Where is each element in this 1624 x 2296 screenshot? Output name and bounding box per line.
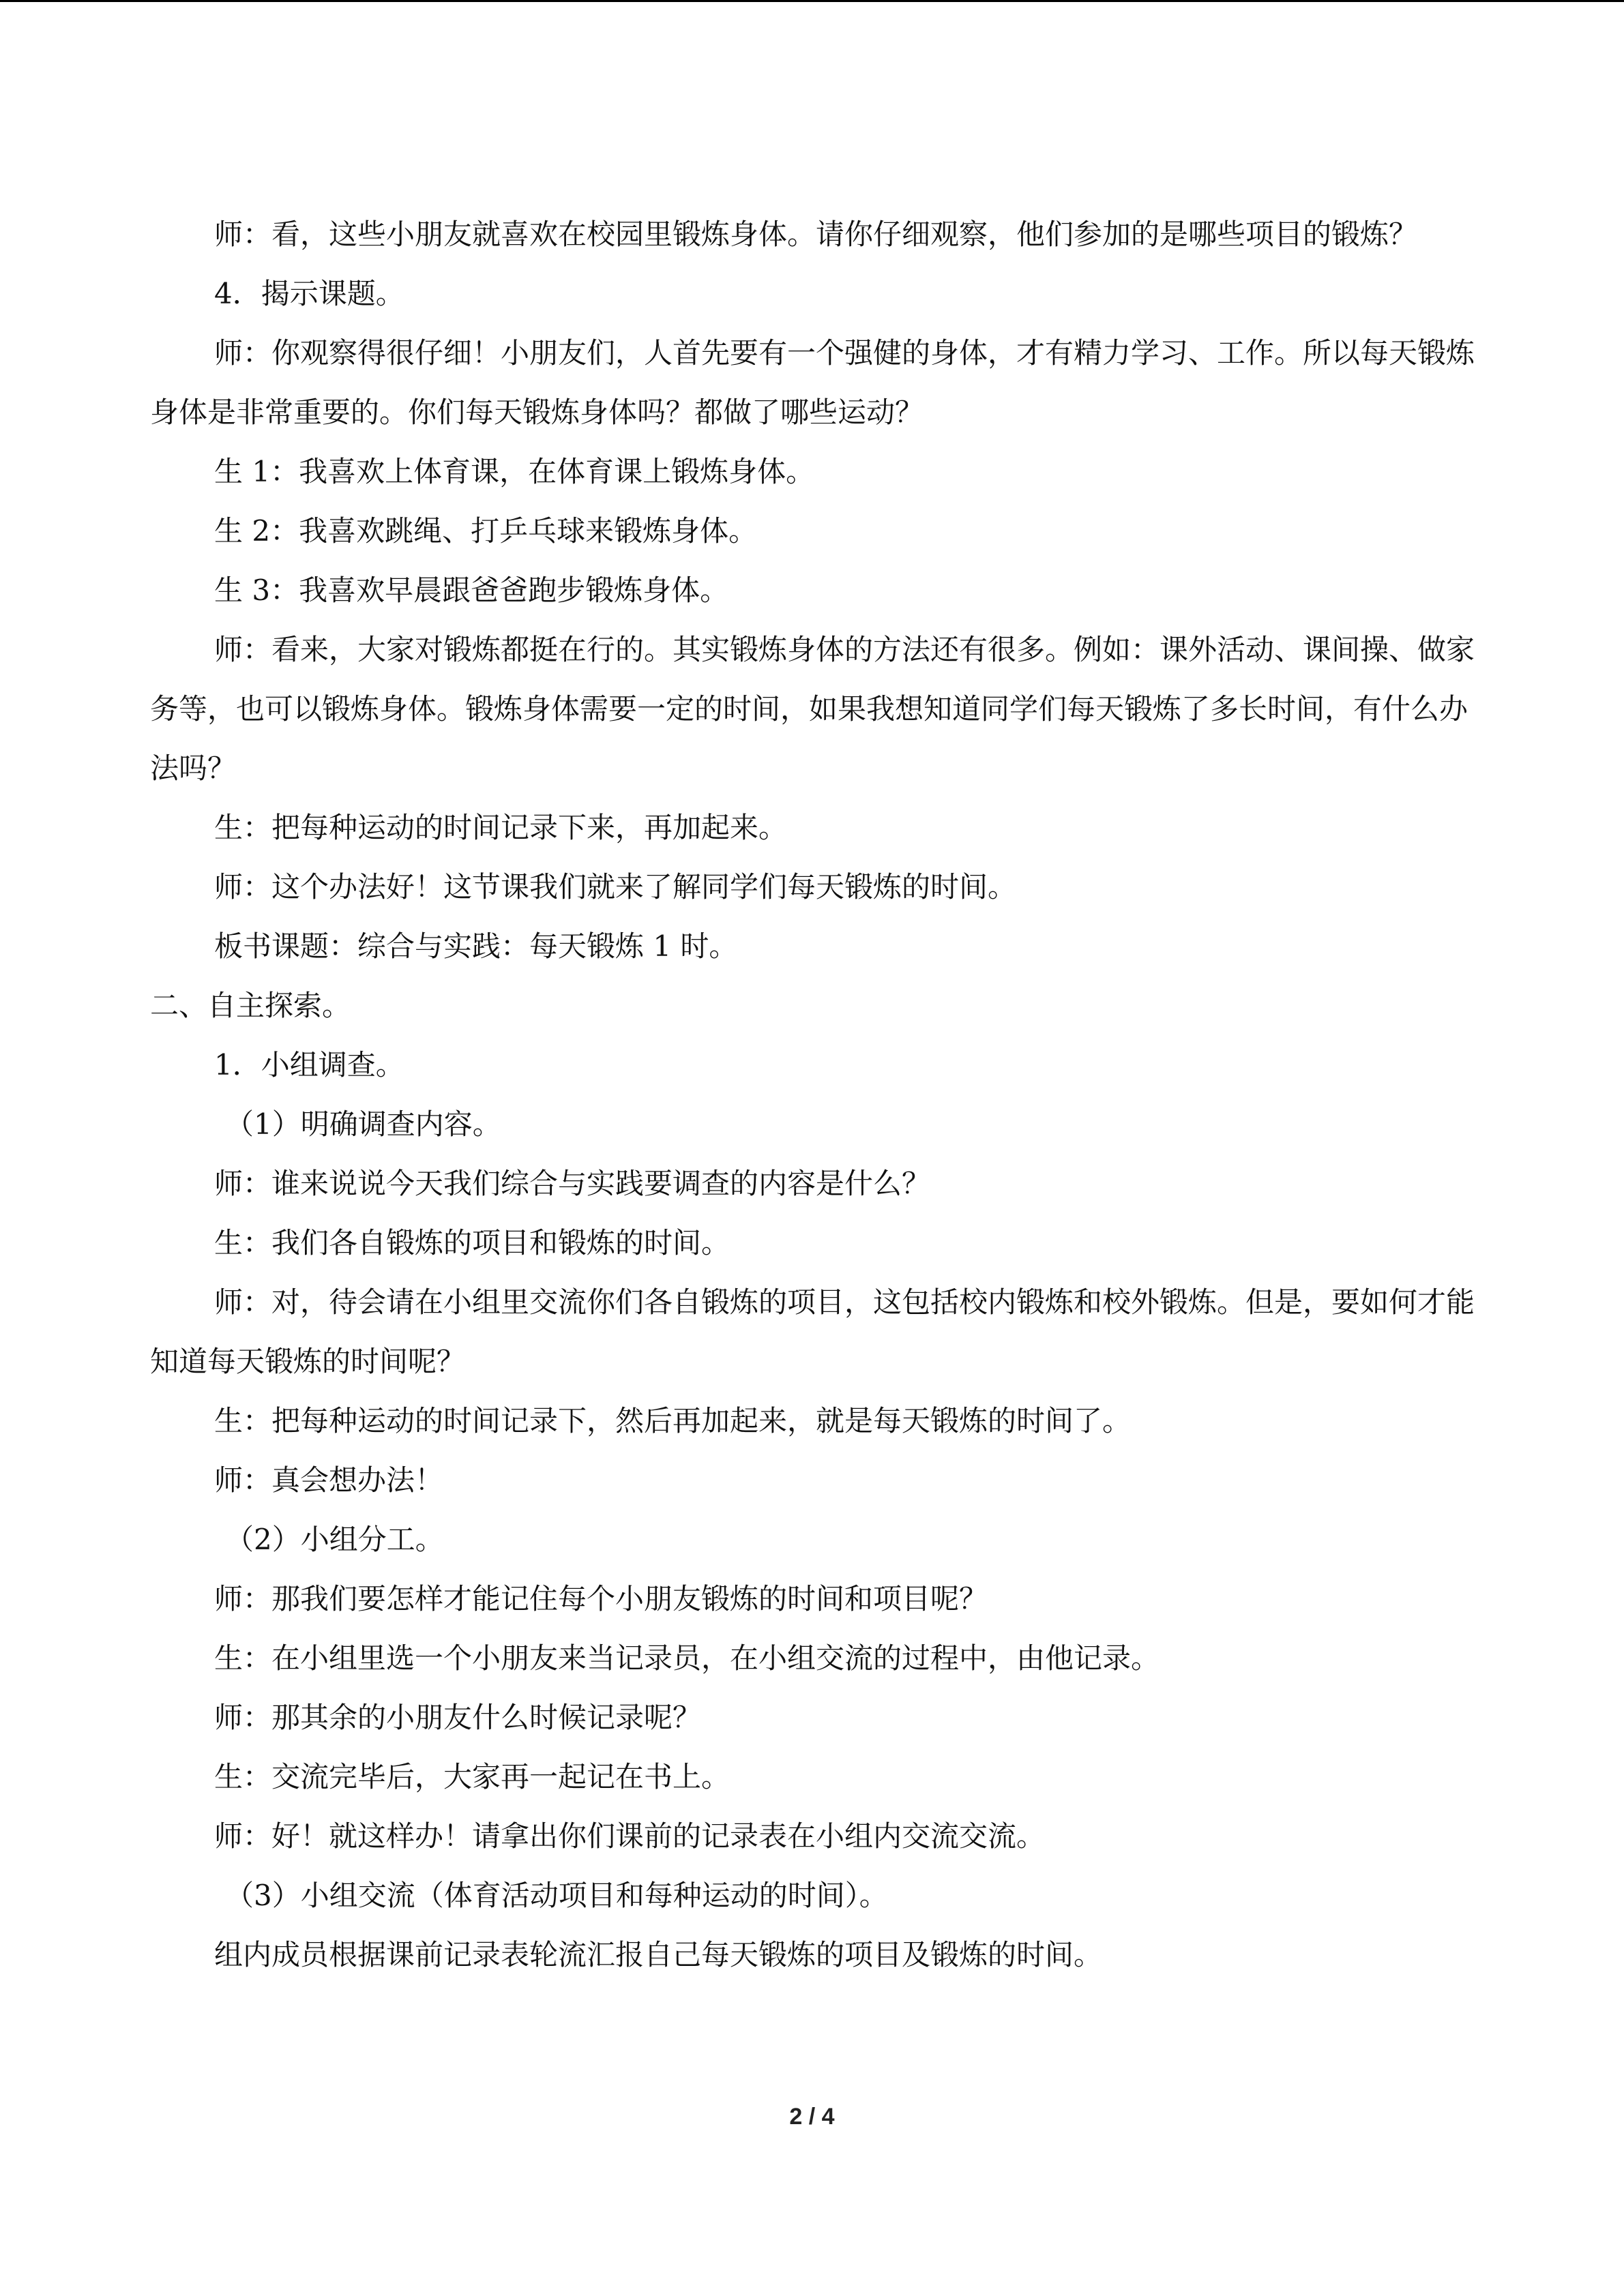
paragraph: 4．揭示课题。 [214,277,404,310]
paragraph: 师：这个办法好！这节课我们就来了解同学们每天锻炼的时间。 [214,870,1017,904]
top-border-line [0,0,1624,2]
paragraph: 师：真会想办法！ [214,1463,444,1497]
document-body [150,205,1487,1984]
paragraph: 组内成员根据课前记录表轮流汇报自己每天锻炼的项目及锻炼的时间。 [214,1938,1103,1971]
paragraph: 师：好！就这样办！请拿出你们课前的记录表在小组内交流交流。 [214,1819,1046,1853]
paragraph: 生：把每种运动的时间记录下，然后再加起来，就是每天锻炼的时间了。 [214,1404,1132,1437]
paragraph: 师：对，待会请在小组里交流你们各自锻炼的项目，这包括校内锻炼和校外锻炼。但是，要如何才能知道每天锻炼的时间呢？ [150,1285,1475,1378]
paragraph: 生：交流完毕后，大家再一起记在书上。 [214,1760,730,1793]
paragraph: 师：看，这些小朋友就喜欢在校园里锻炼身体。请你仔细观察，他们参加的是哪些项目的锻炼？ [214,218,1418,251]
subsection-heading: （2）小组分工。 [225,1523,444,1556]
paragraph: 师：那其余的小朋友什么时候记录呢？ [214,1701,702,1734]
paragraph: 师：你观察得很仔细！小朋友们，人首先要有一个强健的身体，才有精力学习、工作。所以每天锻炼身体是非常重要的。你们每天锻炼身体吗？都做了哪些运动？ [150,336,1475,429]
page-number: 2 / 4 [789,2104,835,2130]
subsection-heading: （3）小组交流（体育活动项目和每种运动的时间）。 [225,1879,888,1912]
paragraph: 师：看来，大家对锻炼都挺在行的。其实锻炼身体的方法还有很多。例如：课外活动、课间操、做家务等，也可以锻炼身体。锻炼身体需要一定的时间，如果我想知道同学们每天锻炼了多长时间，有什么办法吗？ [150,633,1475,785]
paragraph: 生 1：我喜欢上体育课，在体育课上锻炼身体。 [214,455,815,488]
paragraph: 生 3：我喜欢早晨跟爸爸跑步锻炼身体。 [214,573,729,607]
paragraph: 生：把每种运动的时间记录下来，再加起来。 [214,811,788,844]
subsection-heading: 1．小组调查。 [214,1048,404,1082]
paragraph: 板书课题：综合与实践：每天锻炼 1 时。 [214,929,738,963]
paragraph: 师：谁来说说今天我们综合与实践要调查的内容是什么？ [214,1167,931,1200]
paragraph: 生：在小组里选一个小朋友来当记录员，在小组交流的过程中，由他记录。 [214,1641,1160,1675]
section-heading: 二、自主探索。 [150,989,351,1022]
subsection-heading: （1）明确调查内容。 [225,1107,501,1141]
paragraph: 生：我们各自锻炼的项目和锻炼的时间。 [214,1226,730,1259]
paragraph: 师：那我们要怎样才能记住每个小朋友锻炼的时间和项目呢？ [214,1582,988,1615]
paragraph: 生 2：我喜欢跳绳、打乒乓球来锻炼身体。 [214,514,758,548]
